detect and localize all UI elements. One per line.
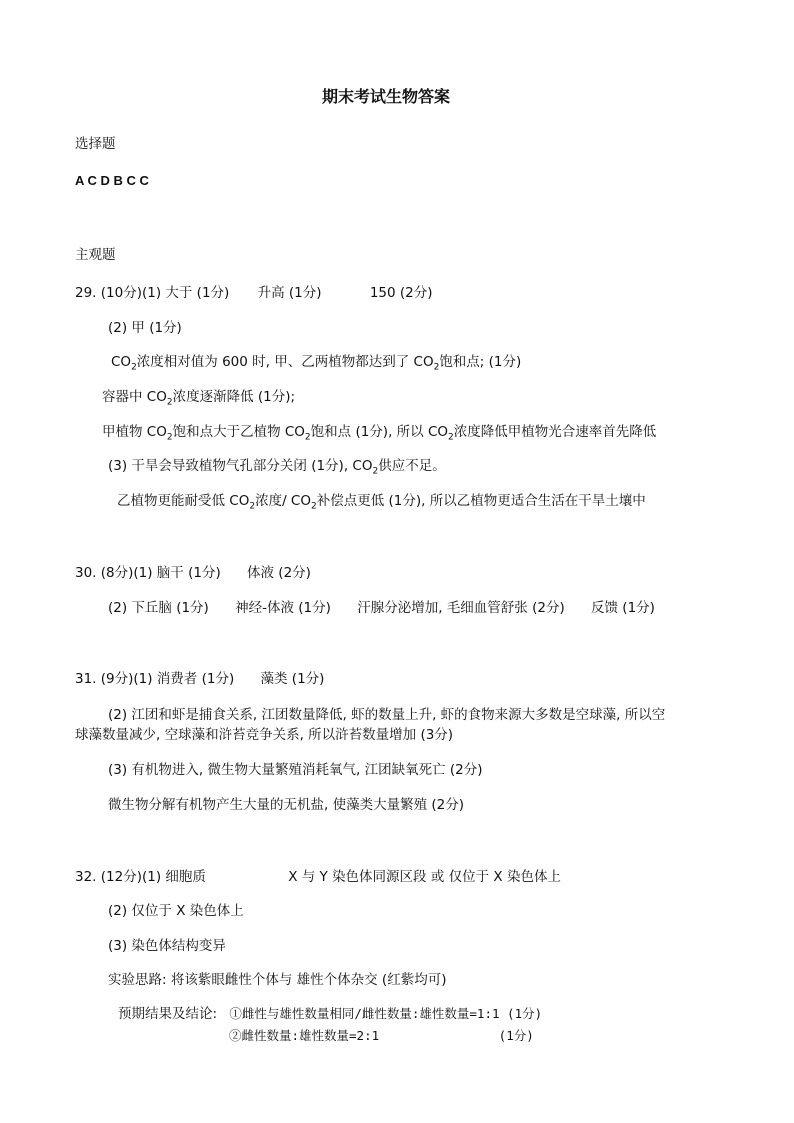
subscript: 2: [372, 466, 379, 477]
q32-result-1: ①雌性与雄性数量相同/雌性数量:雄性数量=1:1 (1分): [229, 1006, 543, 1021]
q30-head: 30. (8分)(1) 脑干 (1分): [75, 565, 221, 581]
text-fragment: 浓度逐渐降低 (1分);: [172, 389, 296, 405]
q32-line-5: [118, 1005, 542, 1023]
text-fragment: (3) 干旱会导致植物气孔部分关闭 (1分), CO: [108, 458, 373, 474]
q32-result-2: ②雌性数量:雄性数量=2:1: [229, 1028, 380, 1043]
q31-line-4: (3) 有机物进入, 微生物大量繁殖消耗氧气, 江团缺氧死亡 (2分): [108, 762, 483, 778]
q30-answer-sweat: 汗腺分泌增加, 毛细血管舒张 (2分): [357, 600, 565, 616]
q32-line-1: [75, 868, 561, 886]
text-fragment: 饱和点; (1分): [439, 354, 522, 370]
q29-answer-3: 150 (2分): [369, 285, 433, 301]
subscript: 2: [131, 362, 137, 373]
subscript: 2: [448, 432, 454, 443]
q30-answer-2: 体液 (2分): [247, 565, 311, 581]
text-fragment: 浓度/ CO: [255, 493, 311, 509]
text-fragment: 饱和点大于乙植物 CO: [172, 424, 305, 440]
text-fragment: 饱和点 (1分), 所以 CO: [310, 424, 448, 440]
q30-answer-regulation: 神经-体液 (1分): [235, 600, 331, 616]
choice-answers: A C D B C C: [75, 173, 149, 188]
q31-line-5: 微生物分解有机物产生大量的无机盐, 使藻类大量繁殖 (2分): [108, 797, 464, 813]
q32-result-2-score: (1分): [498, 1028, 534, 1043]
q29-line-3: [111, 353, 521, 371]
q29-line-6: [108, 457, 446, 475]
q29-head: 29. (10分)(1) 大于 (1分): [75, 285, 230, 301]
q30-answer-hypothalamus: (2) 下丘脑 (1分): [108, 600, 209, 616]
subscript: 2: [166, 397, 173, 408]
q31-answer-2: 藻类 (1分): [260, 671, 325, 687]
text-fragment: 浓度降低甲植物光合速率首先降低: [453, 424, 657, 440]
subscript: 2: [249, 501, 256, 512]
text-fragment: 容器中 CO: [102, 389, 167, 405]
q29-line-1: [75, 284, 433, 302]
q32-answer-2: X 与 Y 染色体同源区段 或 仅位于 X 染色体上: [288, 869, 561, 885]
text-fragment: 浓度相对值为 600 时, 甲、乙两植物都达到了 CO: [136, 354, 434, 370]
subscript: 2: [304, 432, 311, 443]
subscript: 2: [310, 501, 317, 512]
q32-expected-label: 预期结果及结论:: [118, 1006, 218, 1022]
text-fragment: 甲植物 CO: [102, 424, 167, 440]
q32-line-2: (2) 仅位于 X 染色体上: [108, 903, 244, 919]
q30-line-1: [75, 564, 311, 582]
q31-line-3: 球藻数量减少, 空球藻和浒苔竞争关系, 所以浒苔数量增加 (3分): [75, 727, 454, 743]
subscript: 2: [166, 432, 173, 443]
q30-answer-feedback: 反馈 (1分): [591, 600, 655, 616]
q32-line-6: [229, 1027, 534, 1045]
q29-answer-2: 升高 (1分): [257, 285, 322, 301]
choice-heading: 选择题: [75, 136, 116, 152]
subjective-heading: 主观题: [75, 247, 116, 263]
q30-line-2: [108, 599, 655, 617]
text-fragment: CO: [111, 354, 132, 370]
text-fragment: 补偿点更低 (1分), 所以乙植物更适合生活在干旱土壤中: [316, 493, 646, 509]
q32-line-3: (3) 染色体结构变异: [108, 938, 226, 954]
q29-line-7: [117, 492, 646, 510]
q32-head: 32. (12分)(1) 细胞质: [75, 869, 206, 885]
page-title: 期末考试生物答案: [322, 87, 451, 106]
q29-line-5: [102, 423, 656, 441]
q31-line-1: [75, 670, 324, 688]
q32-line-4: 实验思路: 将该紫眼雌性个体与 雄性个体杂交 (红紫均可): [108, 972, 447, 988]
q31-line-2: (2) 江团和虾是捕食关系, 江团数量降低, 虾的数量上升, 虾的食物来源大多数是空球藻, 所以空: [108, 707, 666, 723]
subscript: 2: [433, 362, 440, 373]
text-fragment: 供应不足。: [378, 458, 446, 474]
q29-line-4: [102, 388, 295, 406]
q29-line-2: (2) 甲 (1分): [108, 320, 182, 336]
q31-head: 31. (9分)(1) 消费者 (1分): [75, 671, 235, 687]
text-fragment: 乙植物更能耐受低 CO: [117, 493, 250, 509]
